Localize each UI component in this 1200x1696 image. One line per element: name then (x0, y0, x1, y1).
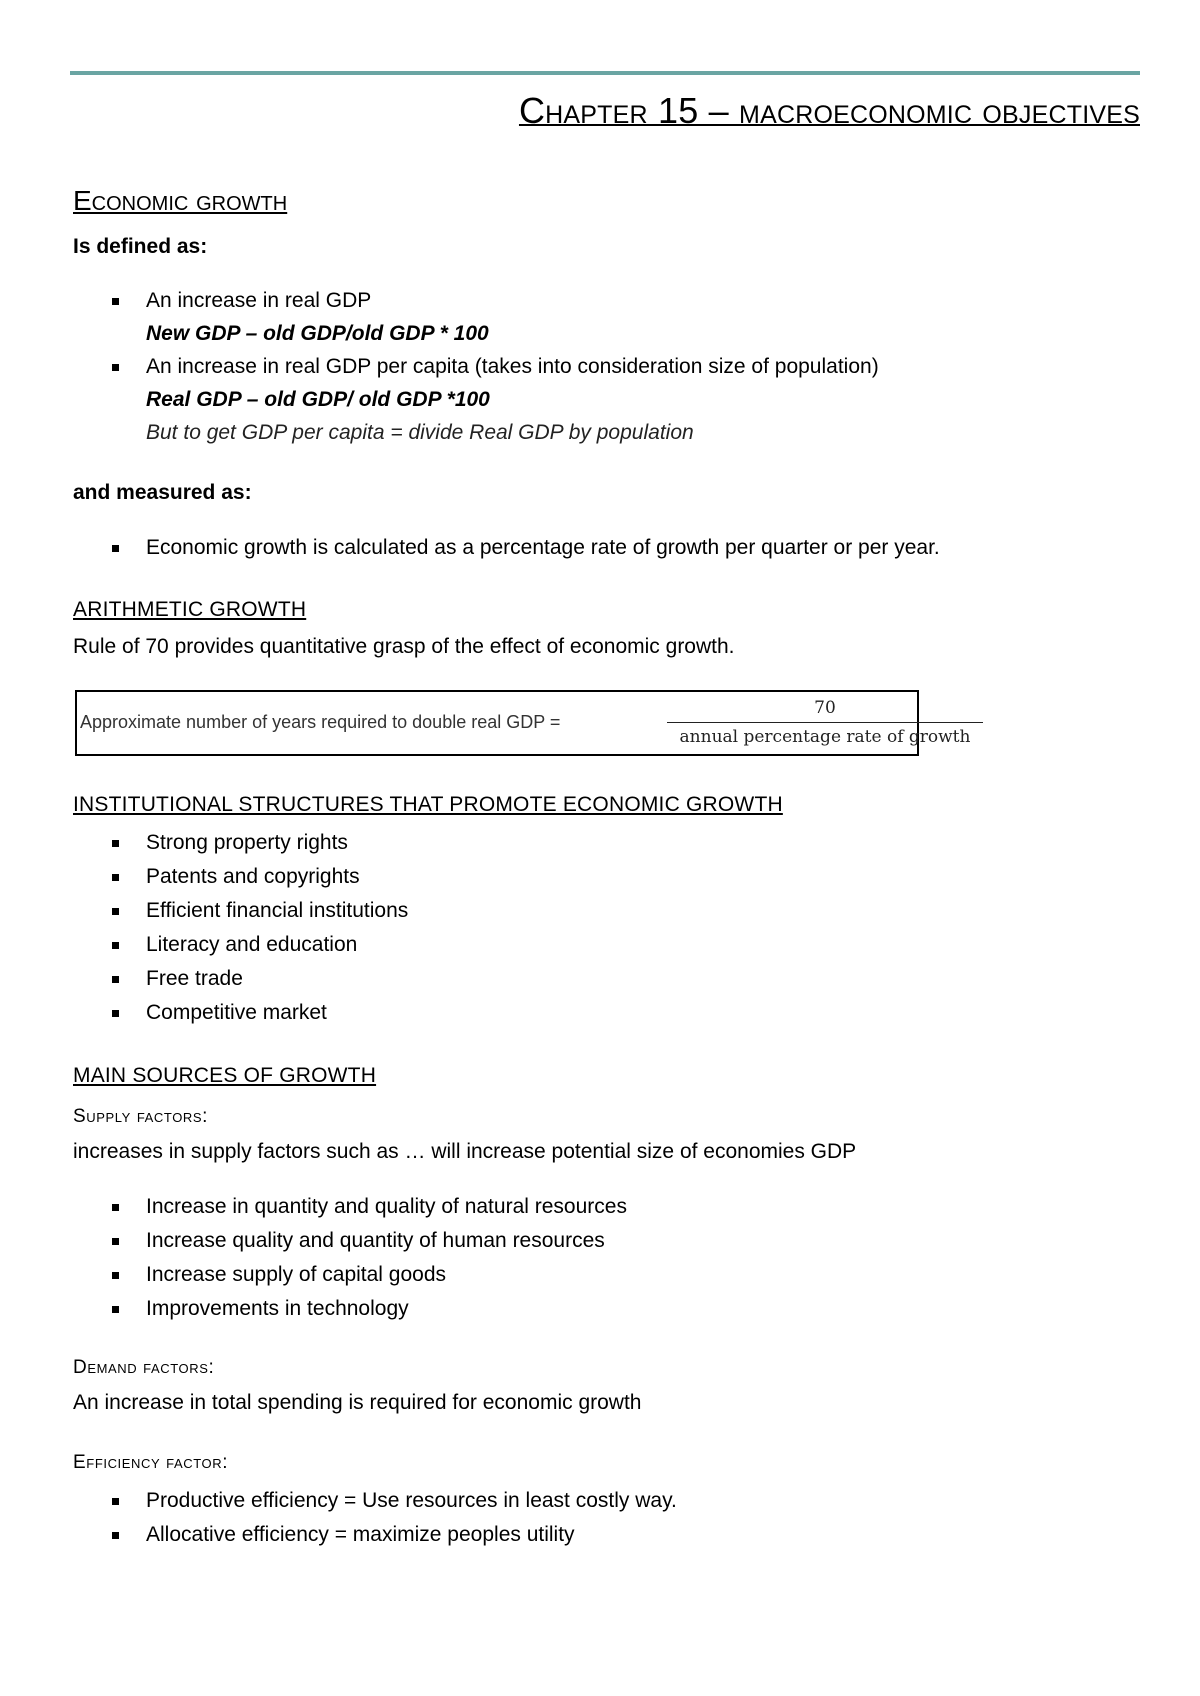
measured-list (108, 531, 940, 565)
list-item (108, 350, 879, 449)
list-item (108, 284, 879, 350)
formula-lhs: Approximate number of years required to double real GDP = (80, 712, 561, 732)
supply-factors-list (108, 1190, 627, 1326)
institutional-heading: INSTITUTIONAL STRUCTURES THAT PROMOTE ECONOMIC GROWTH (73, 793, 783, 816)
rule-of-70-formula (75, 690, 971, 756)
definition-text: An increase in real GDP per capita (takes into consideration size of population) (146, 355, 879, 378)
supply-factors-text: increases in supply factors such as … will increase potential size of economies GDP (73, 1140, 857, 1163)
list-item: Increase quality and quantity of human resources (108, 1224, 627, 1258)
supply-factors-label: Supply factors: (73, 1106, 209, 1127)
definition-formula: New GDP – old GDP/old GDP * 100 (146, 322, 489, 345)
definition-list (108, 284, 879, 449)
list-item: Increase in quantity and quality of natural resources (108, 1190, 627, 1224)
efficiency-factor-label: Efficiency factor: (73, 1452, 229, 1473)
formula-denominator: annual percentage rate of growth (679, 727, 971, 747)
list-item: Competitive market (108, 996, 408, 1030)
main-sources-heading: MAIN SOURCES OF GROWTH (73, 1064, 377, 1087)
institutional-list (108, 826, 408, 1030)
list-item: Literacy and education (108, 928, 408, 962)
list-item: Free trade (108, 962, 408, 996)
list-item: Allocative efficiency = maximize peoples utility (108, 1518, 677, 1552)
arithmetic-growth-heading: ARITHMETIC GROWTH (73, 598, 307, 621)
list-item: Improvements in technology (108, 1292, 627, 1326)
definition-formula: Real GDP – old GDP/ old GDP *100 (146, 388, 490, 411)
list-item: Strong property rights (108, 826, 408, 860)
top-rule (70, 71, 1140, 75)
measured-label: and measured as: (73, 481, 252, 504)
definition-note: But to get GDP per capita = divide Real GDP by population (146, 421, 694, 444)
efficiency-factor-list (108, 1484, 677, 1552)
list-item: Patents and copyrights (108, 860, 408, 894)
formula-fraction (667, 696, 983, 751)
defined-label: Is defined as: (73, 235, 208, 258)
list-item: Increase supply of capital goods (108, 1258, 627, 1292)
list-item: Efficient financial institutions (108, 894, 408, 928)
definition-text: An increase in real GDP (146, 289, 372, 312)
list-item: Economic growth is calculated as a percentage rate of growth per quarter or per year. (108, 531, 940, 565)
rule-of-70-text: Rule of 70 provides quantitative grasp of the effect of economic growth. (73, 635, 735, 658)
demand-factors-text: An increase in total spending is required for economic growth (73, 1391, 642, 1414)
economic-growth-heading: Economic growth (73, 185, 288, 216)
demand-factors-label: Demand factors: (73, 1357, 215, 1378)
page-title: Chapter 15 – macroeconomic objectives (518, 90, 1140, 131)
list-item: Productive efficiency = Use resources in least costly way. (108, 1484, 677, 1518)
formula-numerator: 70 (667, 696, 983, 723)
